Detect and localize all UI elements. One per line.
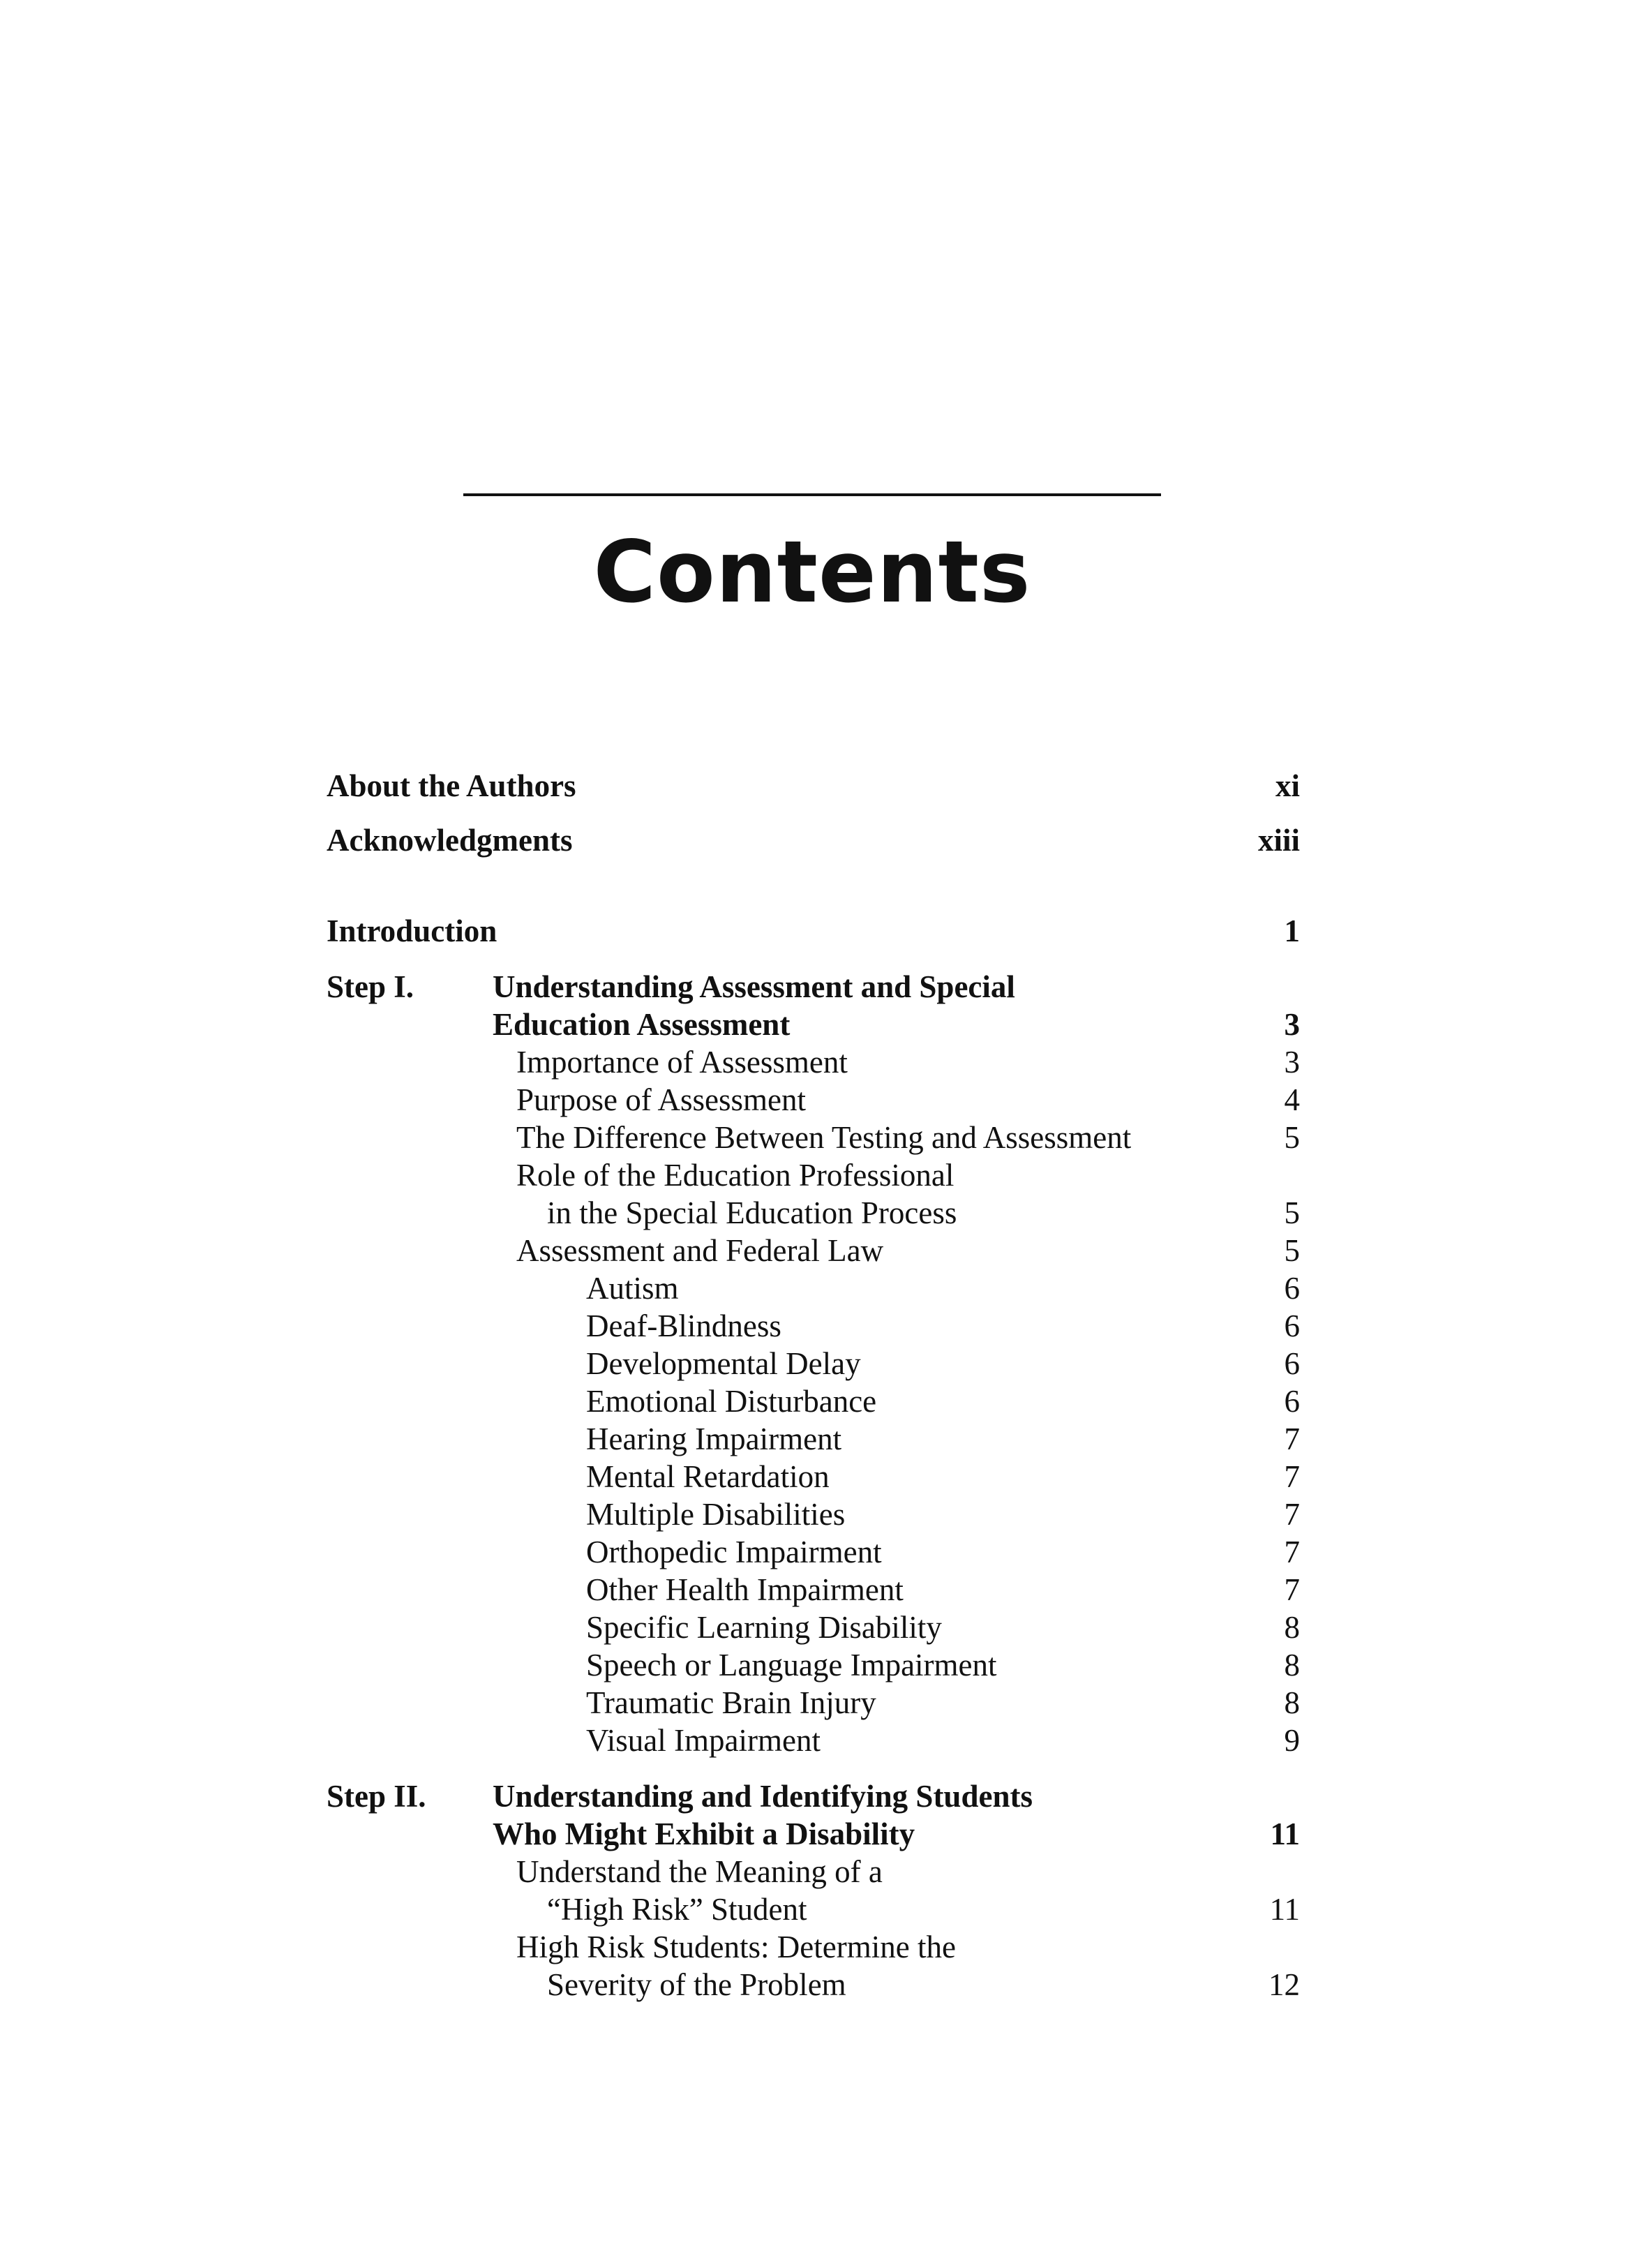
toc-page-number: 3 (1284, 1045, 1300, 1080)
toc-subentry[interactable] (0, 1646, 1632, 1685)
toc-entry-about-authors[interactable] (0, 766, 1632, 805)
step-2-title-line-1[interactable] (0, 1777, 1632, 1816)
toc-subentry[interactable] (0, 1419, 1632, 1458)
step-2-label: Step II. (327, 1779, 426, 1814)
toc-page-number: 4 (1284, 1082, 1300, 1117)
toc-entry-label: Traumatic Brain Injury (586, 1685, 876, 1720)
toc-subentry[interactable] (0, 1269, 1632, 1308)
toc-page-number: 3 (1284, 1007, 1300, 1042)
toc-page-number: 5 (1284, 1195, 1300, 1230)
toc-entry-label: Purpose of Assessment (516, 1082, 806, 1117)
page-title: Contents (593, 523, 1031, 622)
toc-entry-label: Assessment and Federal Law (516, 1233, 884, 1268)
toc-entry-acknowledgments[interactable] (0, 821, 1632, 860)
toc-entry[interactable] (0, 1118, 1632, 1157)
toc-page-number: 5 (1284, 1233, 1300, 1268)
toc-entry-label: Importance of Assessment (516, 1045, 848, 1080)
toc-subentry[interactable] (0, 1457, 1632, 1496)
toc-entry-label: Role of the Education Professional (516, 1158, 955, 1193)
toc-subentry[interactable] (0, 1306, 1632, 1345)
toc-entry-label: Speech or Language Impairment (586, 1648, 997, 1683)
toc-page-number: xi (1275, 768, 1300, 803)
toc-subentry[interactable] (0, 1382, 1632, 1421)
toc-entry-label: Visual Impairment (586, 1723, 821, 1758)
toc-entry-label: Understanding and Identifying Students (493, 1779, 1033, 1814)
step-1-label: Step I. (327, 969, 414, 1004)
toc-page-number: 11 (1270, 1816, 1300, 1851)
toc-entry[interactable] (0, 1890, 1632, 1929)
toc-page-number: 8 (1284, 1685, 1300, 1720)
toc-page-number: 8 (1284, 1648, 1300, 1683)
toc-entry-label: Developmental Delay (586, 1346, 861, 1381)
toc-entry-label: Severity of the Problem (547, 1967, 846, 2002)
step-2-title-line-2[interactable] (0, 1814, 1632, 1853)
toc-entry-label: Acknowledgments (327, 823, 573, 858)
toc-entry-label: Understand the Meaning of a (516, 1854, 883, 1889)
toc-entry-label: Autism (586, 1271, 679, 1306)
toc-entry[interactable] (0, 1156, 1632, 1195)
step-1-title-line-2[interactable] (0, 1005, 1632, 1044)
toc-subentry[interactable] (0, 1683, 1632, 1722)
toc-entry[interactable] (0, 1927, 1632, 1967)
toc-subentry[interactable] (0, 1608, 1632, 1647)
toc-entry[interactable] (0, 1080, 1632, 1119)
toc-page-number: 6 (1284, 1346, 1300, 1381)
toc-entry-label: Hearing Impairment (586, 1422, 842, 1456)
toc-entry-label: Introduction (327, 913, 497, 948)
toc-subentry[interactable] (0, 1570, 1632, 1609)
toc-entry-label: in the Special Education Process (547, 1195, 957, 1230)
toc-page-number: 6 (1284, 1308, 1300, 1343)
toc-page-number: 6 (1284, 1384, 1300, 1419)
toc-page-number: 7 (1284, 1422, 1300, 1456)
toc-page-number: 12 (1268, 1967, 1300, 2002)
toc-entry-label: High Risk Students: Determine the (516, 1930, 956, 1964)
toc-entry[interactable] (0, 1852, 1632, 1891)
toc-subentry[interactable] (0, 1532, 1632, 1572)
toc-subentry[interactable] (0, 1495, 1632, 1534)
toc-entry-introduction[interactable] (0, 911, 1632, 950)
toc-entry-label: Multiple Disabilities (586, 1497, 846, 1532)
toc-page-number: 7 (1284, 1535, 1300, 1569)
toc-page-number: xiii (1257, 823, 1300, 858)
toc-entry-label: Emotional Disturbance (586, 1384, 877, 1419)
toc-page-number: 8 (1284, 1610, 1300, 1645)
toc-page-number: 6 (1284, 1271, 1300, 1306)
toc-entry-label: Specific Learning Disability (586, 1610, 942, 1645)
toc-page-number: 7 (1284, 1572, 1300, 1607)
toc-entry-label: Who Might Exhibit a Disability (493, 1816, 915, 1851)
step-1-title-line-1[interactable] (0, 967, 1632, 1006)
toc-page-number: 11 (1269, 1892, 1300, 1927)
toc-page-number: 5 (1284, 1120, 1300, 1155)
toc-entry-label: Deaf-Blindness (586, 1308, 781, 1343)
toc-subentry[interactable] (0, 1344, 1632, 1383)
toc-entry[interactable] (0, 1193, 1632, 1232)
toc-entry[interactable] (0, 1043, 1632, 1082)
toc-page-number: 1 (1284, 913, 1300, 948)
toc-entry-label: The Difference Between Testing and Assessment (516, 1120, 1132, 1155)
toc-page-number: 7 (1284, 1459, 1300, 1494)
toc-entry-label: “High Risk” Student (547, 1892, 807, 1927)
toc-entry-label: Mental Retardation (586, 1459, 830, 1494)
toc-entry-label: Other Health Impairment (586, 1572, 904, 1607)
toc-entry-label: Understanding Assessment and Special (493, 969, 1015, 1004)
toc-page-number: 9 (1284, 1723, 1300, 1758)
toc-entry[interactable] (0, 1231, 1632, 1270)
toc-entry-label: Orthopedic Impairment (586, 1535, 882, 1569)
toc-entry-label: Education Assessment (493, 1007, 791, 1042)
toc-subentry[interactable] (0, 1721, 1632, 1760)
toc-entry-label: About the Authors (327, 768, 576, 803)
toc-page-number: 7 (1284, 1497, 1300, 1532)
toc-entry[interactable] (0, 1965, 1632, 2004)
